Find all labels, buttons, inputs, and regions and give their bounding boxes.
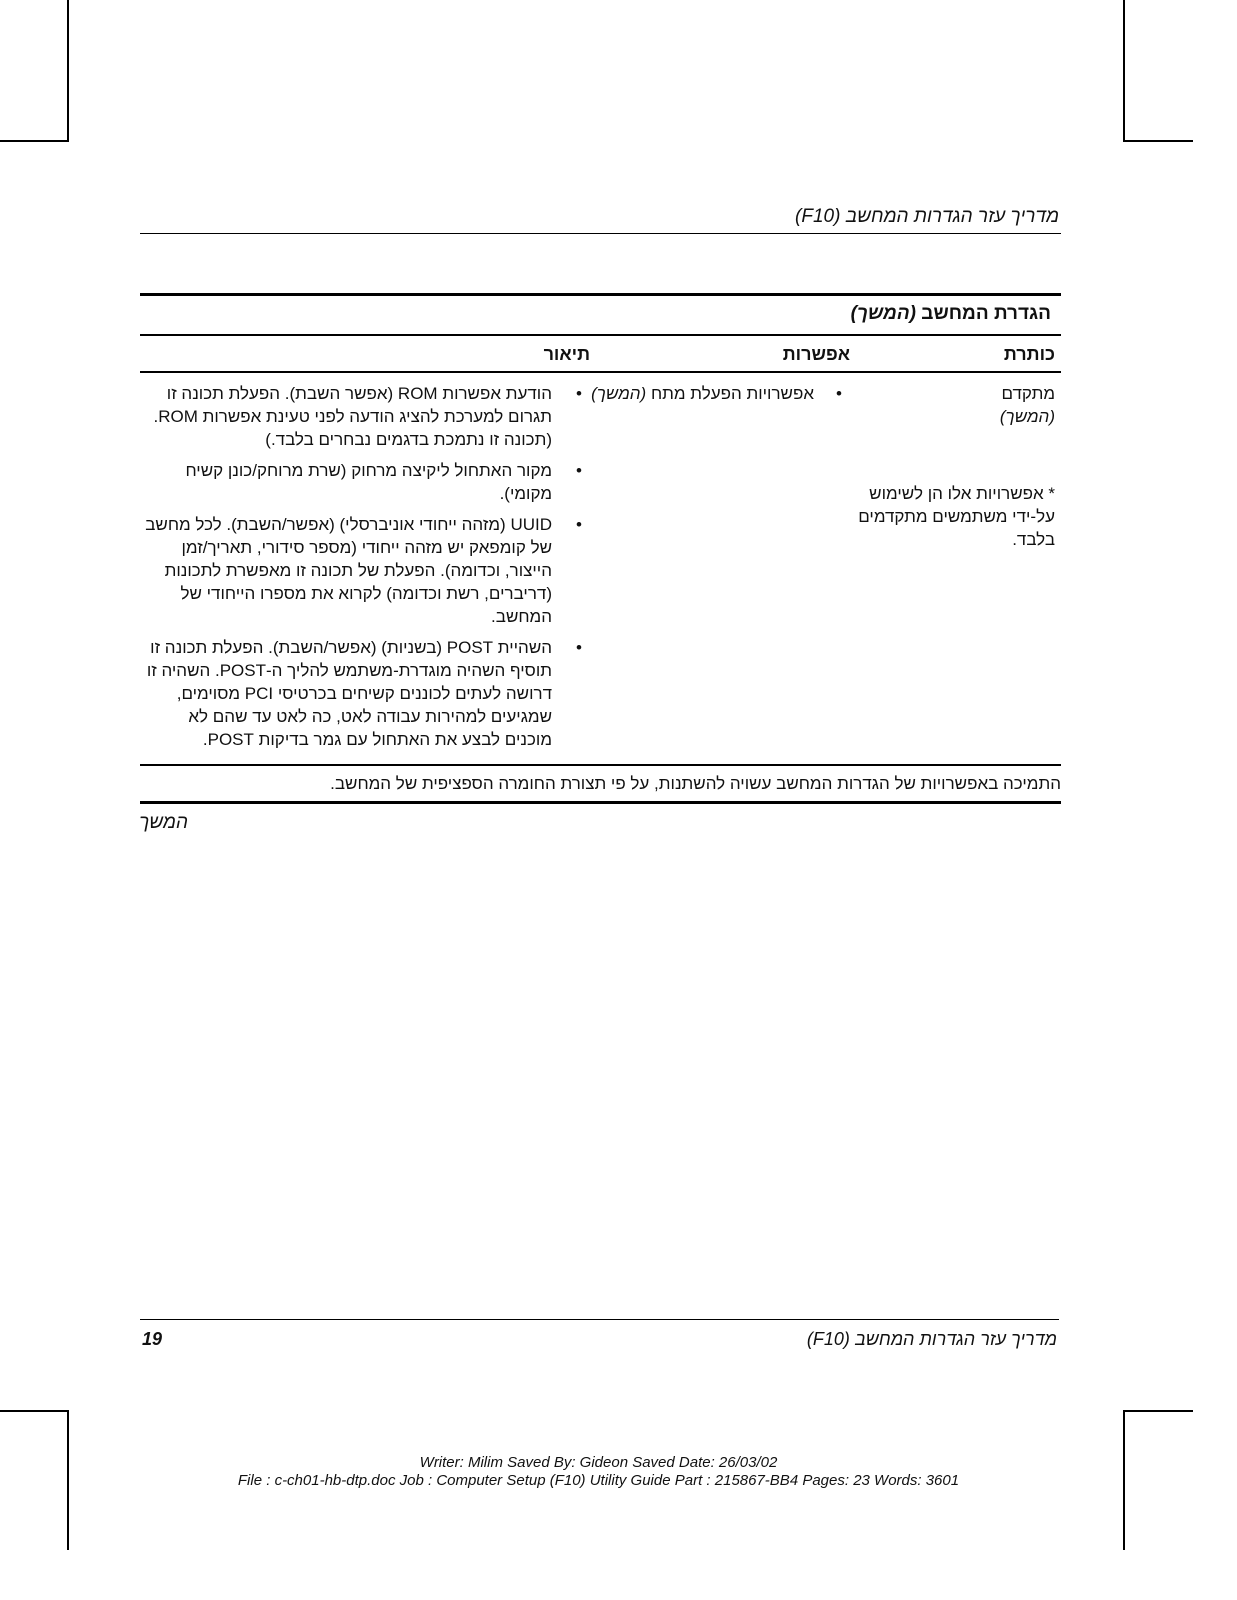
page-number: 19 — [142, 1329, 163, 1349]
heading-note: * אפשרויות אלו הן לשימוש על-ידי משתמשים מתקדמים בלבד. — [858, 484, 1055, 549]
crop-mark — [0, 1410, 69, 1412]
table-footnote: התמיכה באפשרויות של הגדרות המחשב עשויה להשתנות, על פי תצורת החומרה הספציפית של המחשב. — [330, 774, 1061, 793]
running-header: מדריך עזר הגדרות המחשב (F10) — [795, 206, 1059, 227]
table-title-text: הגדרת המחשב — [921, 303, 1051, 324]
crop-mark — [1123, 0, 1125, 142]
setup-table — [140, 293, 1061, 804]
heading-cont: (המשך) — [999, 407, 1055, 426]
table-row — [140, 373, 1061, 764]
table-bottom-rule — [140, 801, 1061, 804]
doc-meta-line2: File : c-ch01-hb-dtp.doc Job : Computer Setup (F10) Utility Guide Part : 215867-BB4 Pages: 23 Words: 3601 — [237, 1472, 960, 1489]
continued-label: המשך — [139, 812, 188, 833]
option-cont: (המשך) — [591, 384, 647, 403]
heading-label: מתקדם — [1001, 384, 1055, 403]
description-list — [140, 382, 590, 751]
description-item: • מקור האתחול ליקיצה מרחוק (שרת מרוחק/כונן קשיח מקומי). — [140, 459, 590, 505]
column-header-option: אפשרות — [782, 344, 850, 364]
column-header-description: תיאור — [543, 344, 590, 364]
table-column-headers — [140, 336, 1061, 371]
table-title — [140, 296, 1061, 334]
option-text: אפשרויות הפעלת מתח — [650, 384, 814, 403]
description-item: • הודעת אפשרות ROM (אפשר השבת). הפעלת תכונה זו תגרום למערכת להציג הודעה לפני טעינת אפשרות ROM. (תכונה זו נתמכת בדגמים נבחרים בלבד.) — [140, 382, 590, 451]
option-cell — [590, 382, 850, 759]
footer-title — [807, 1329, 1057, 1350]
footer-rule — [140, 1319, 1059, 1320]
crop-mark — [1123, 140, 1193, 142]
description-cell — [140, 382, 590, 759]
doc-meta-line1: Writer: Milim Saved By: Gideon Saved Date: 26/03/02 — [419, 1454, 778, 1471]
crop-mark — [1123, 1410, 1193, 1412]
option-list — [590, 382, 850, 405]
heading-cell — [850, 382, 1061, 759]
option-item — [590, 382, 850, 405]
footer-title-code: (F10) — [806, 1329, 850, 1349]
description-item: • השהיית POST (בשניות) (אפשר/השבת). הפעלת תכונה זו תוסיף השהיה מוגדרת-משתמש להליך ה-POST. השהיה זו דרושה לעתים לכוננים קשיחים בכרטיסי PCI מסוימים, שמגיעים למהירות עבודה לאט, כה לאט עד שהם לא מוכנים לבצע את האתחול עם גמר בדיקות POST. — [140, 636, 590, 751]
header-rule — [140, 233, 1061, 234]
footer-title-text: מדריך עזר הגדרות המחשב — [854, 1329, 1057, 1349]
crop-mark — [0, 140, 69, 142]
column-header-heading: כותרת — [1003, 344, 1055, 364]
table-title-cont: (המשך) — [850, 303, 917, 324]
crop-mark — [67, 0, 69, 142]
description-item: • UUID (מזהה ייחודי אוניברסלי) (אפשר/השבת). לכל מחשב של קומפאק יש מזהה ייחודי (מספר סידורי, תאריך/זמן הייצור, וכדומה). הפעלת של תכונה זו מאפשרת לתכונות (דריברים, רשת וכדומה) לקרוא את מספרו הייחודי של המחשב. — [140, 513, 590, 628]
